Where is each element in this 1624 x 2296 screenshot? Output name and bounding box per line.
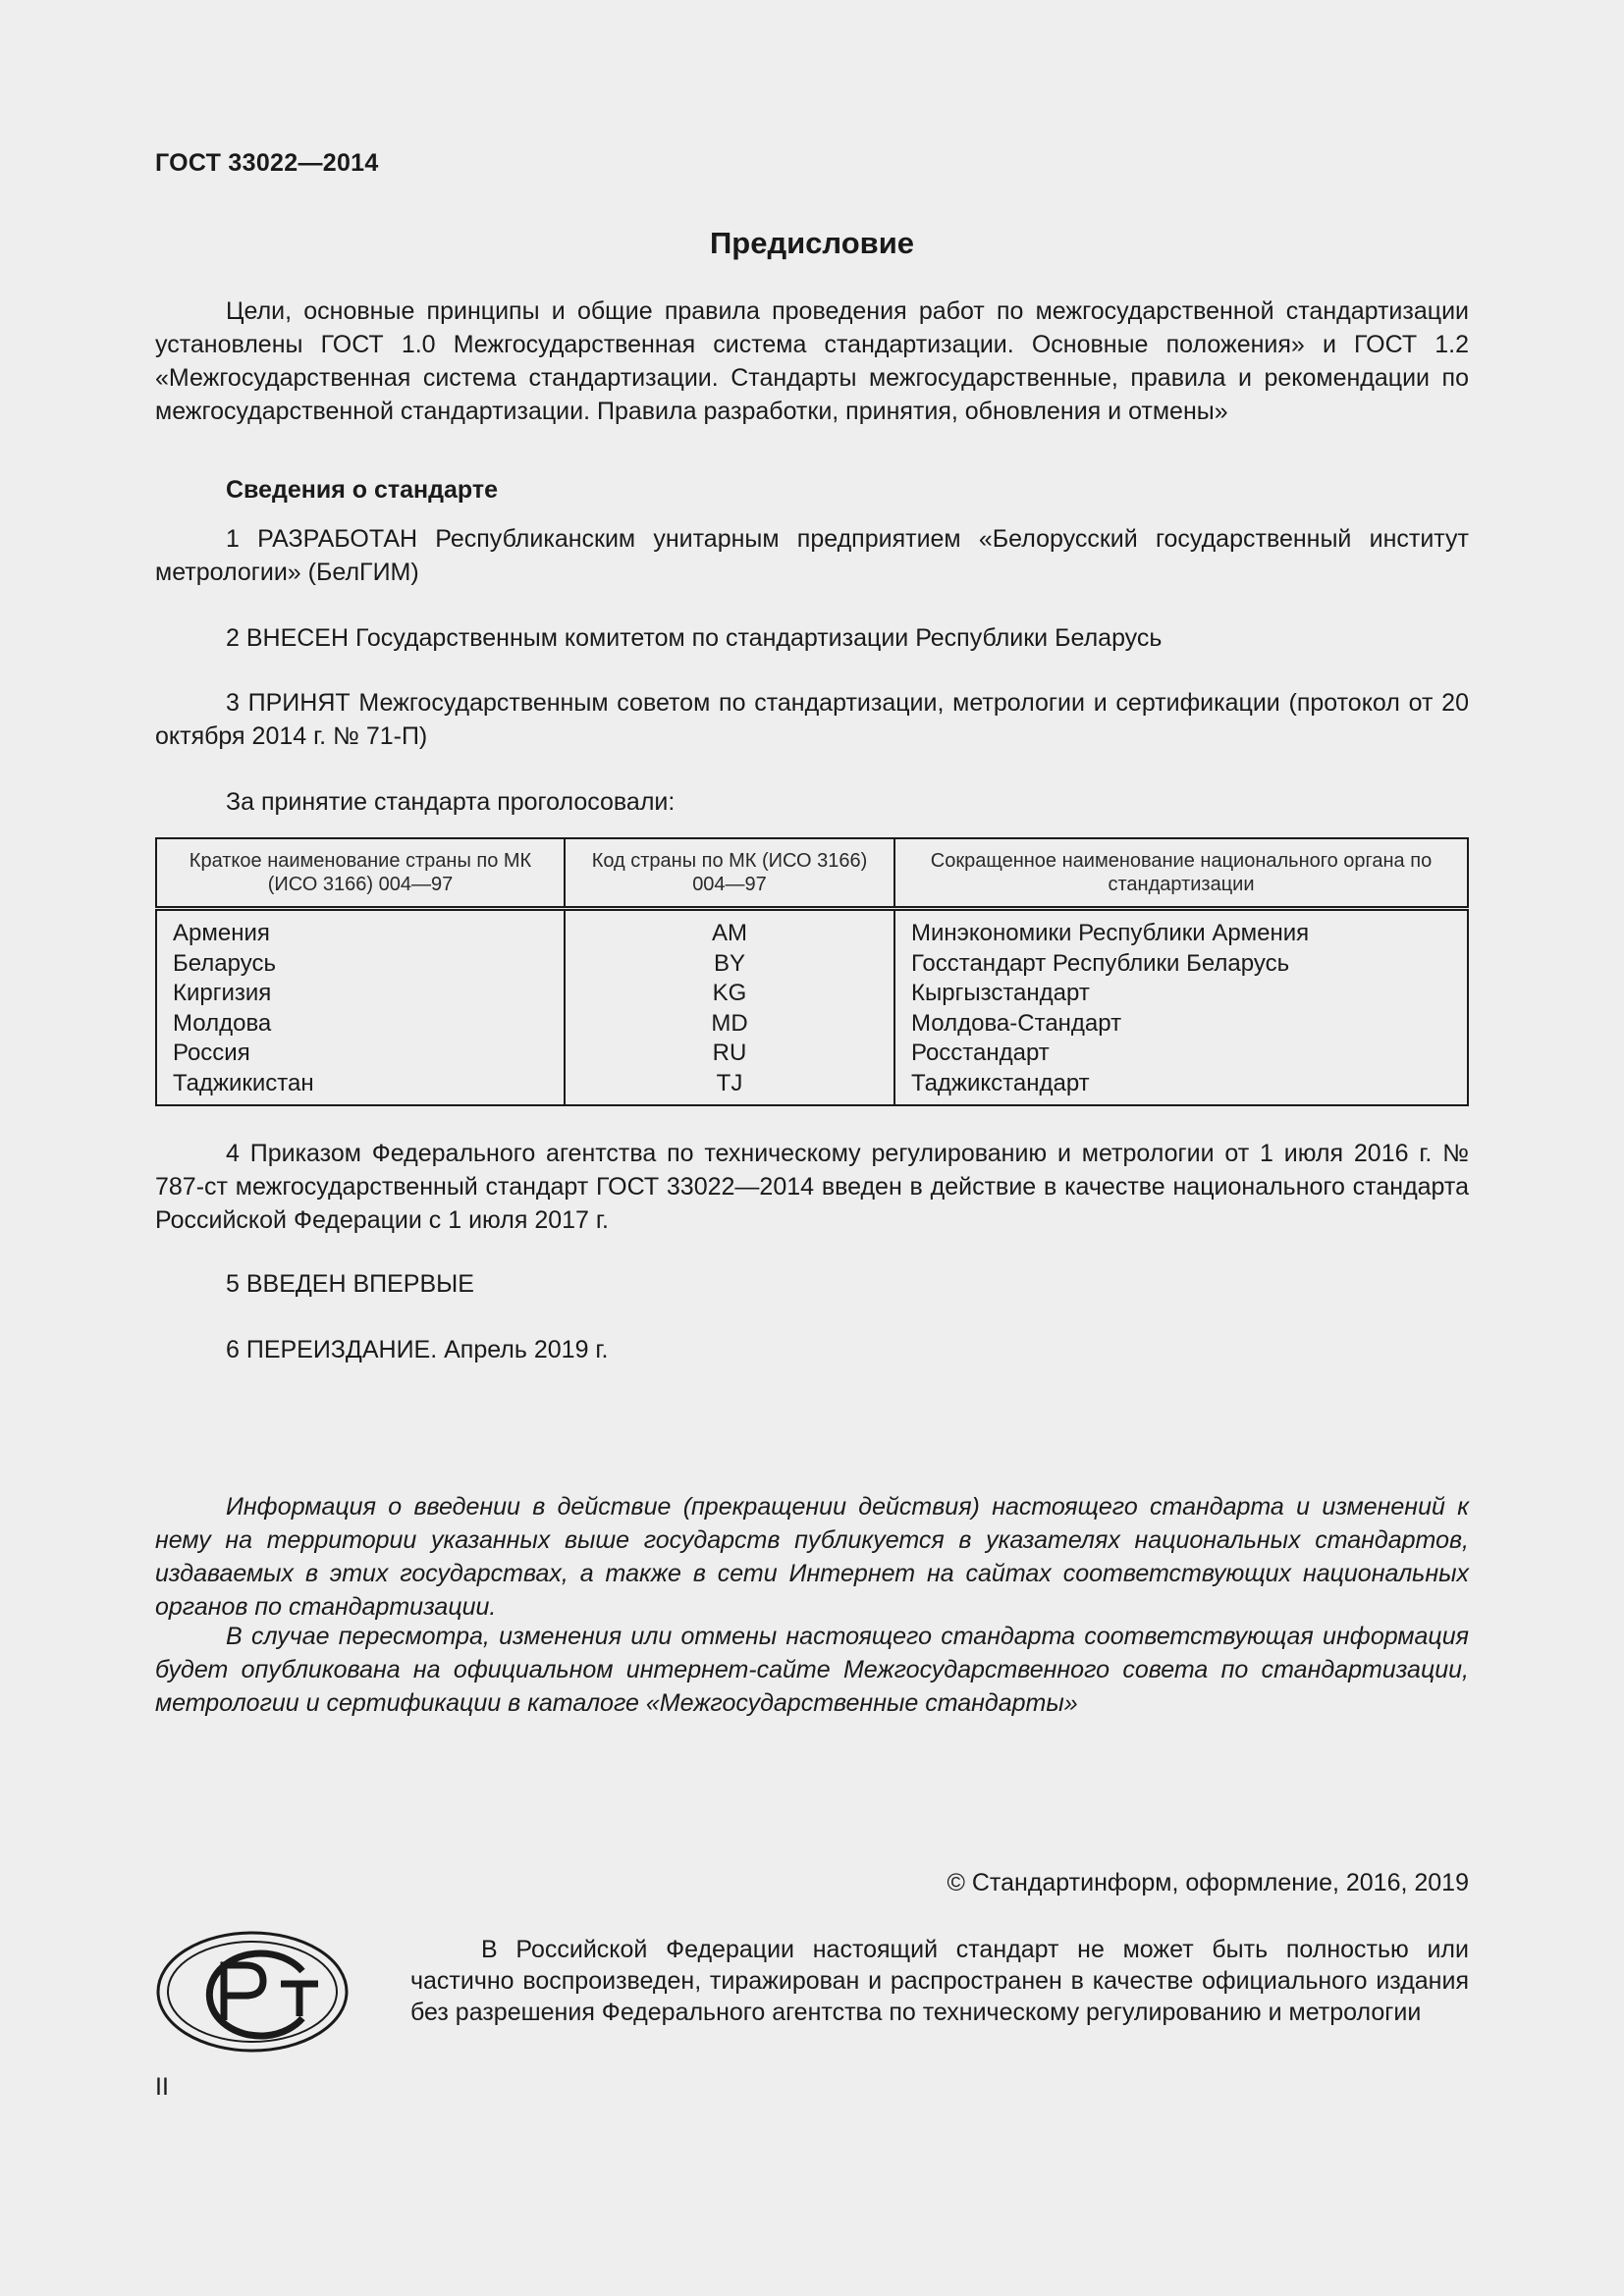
- item-developed-text: 1 РАЗРАБОТАН Республиканским унитарным предприятием «Белорусский государственный институт метрологии» (БелГИМ): [155, 525, 1469, 586]
- table-cell: TJ: [716, 1069, 743, 1096]
- table-cell: KG: [712, 980, 747, 1006]
- item-reissue: 6 ПЕРЕИЗДАНИЕ. Апрель 2019 г.: [226, 1336, 609, 1363]
- item-first: 5 ВВЕДЕН ВПЕРВЫЕ: [226, 1270, 474, 1298]
- table-cell: Таджикстандарт: [911, 1069, 1090, 1096]
- table-header-row: [156, 838, 1468, 909]
- table-cell: Армения: [173, 920, 270, 946]
- table-header-code: Код страны по МК (ИСО 3166) 004—97: [565, 838, 894, 909]
- intro-paragraph: [155, 294, 1469, 428]
- page-number: II: [155, 2073, 169, 2101]
- national-bodies-cell: [894, 909, 1468, 1106]
- table-cell: Таджикистан: [173, 1069, 314, 1096]
- table-cell: Кыргызстандарт: [911, 980, 1090, 1006]
- table-header-body: Сокращенное наименование национального органа по стандартизации: [894, 838, 1468, 909]
- item-developed: [155, 522, 1469, 589]
- table-cell: Россия: [173, 1040, 250, 1066]
- country-codes-cell: [565, 909, 894, 1106]
- table-cell: Госстандарт Республики Беларусь: [911, 949, 1290, 977]
- item-adopted: [155, 686, 1469, 753]
- table-cell: Росстандарт: [911, 1040, 1050, 1066]
- note-revision-text: В случае пересмотра, изменения или отмены настоящего стандарта соответствующая информация будет опубликована на официальном интернет-сайте Межгосударственного совета по стандартизации, метрологии и сертификации в каталоге «Межгосударственные стандарты»: [155, 1623, 1469, 1717]
- table-cell: BY: [713, 949, 745, 977]
- page-title: Предисловие: [709, 226, 914, 260]
- item-order-text: 4 Приказом Федерального агентства по техническому регулированию и метрологии от 1 июля 2016 г. № 787-ст межгосударственный стандарт ГОСТ 33022—2014 введен в действие в качестве национального стандарта Российской Федерации с 1 июля 2017 г.: [155, 1140, 1469, 1234]
- item-adopted-text: 3 ПРИНЯТ Межгосударственным советом по стандартизации, метрологии и сертификации (протокол от 20 октября 2014 г. № 71-П): [155, 689, 1469, 750]
- note-info: [155, 1490, 1469, 1624]
- country-names-cell: [156, 909, 565, 1106]
- copyright: © Стандартинформ, оформление, 2016, 2019: [947, 1869, 1469, 1896]
- voted-label: За принятие стандарта проголосовали:: [226, 788, 676, 816]
- rst-logo-icon: [155, 1930, 350, 2054]
- table-cell: Молдова-Стандарт: [911, 1009, 1122, 1037]
- table-header-country: Краткое наименование страны по МК (ИСО 3166) 004—97: [156, 838, 565, 909]
- table-cell: Киргизия: [173, 980, 272, 1006]
- table-cell: Беларусь: [173, 949, 276, 977]
- item-introduced: 2 ВНЕСЕН Государственным комитетом по стандартизации Республики Беларусь: [226, 624, 1163, 652]
- table-cell: AM: [712, 920, 747, 946]
- info-heading: Сведения о стандарте: [226, 476, 499, 504]
- countries-table: [155, 837, 1469, 1106]
- note-revision: [155, 1620, 1469, 1720]
- table-cell: Минэкономики Республики Армения: [911, 920, 1310, 946]
- table-cell: Молдова: [173, 1009, 272, 1037]
- table-cell: RU: [712, 1040, 747, 1066]
- intro-text: Цели, основные принципы и общие правила проведения работ по межгосударственной стандартизации установлены ГОСТ 1.0 Межгосударственная система стандартизации. Основные положения» и ГОСТ 1.2 «Межгосударственная система стандартизации. Стандарты межгосударственные, правила и рекомендации по межгосударственной стандартизации. Правила разработки, принятия, обновления и отмены»: [155, 297, 1469, 425]
- copyright-notice: [410, 1934, 1469, 2028]
- note-info-text: Информация о введении в действие (прекращении действия) настоящего стандарта и изменений к нему на территории указанных выше государств публикуется в указателях национальных стандартов, издаваемых в этих государствах, а также в сети Интернет на сайтах соответствующих национальных органов по стандартизации.: [155, 1493, 1469, 1621]
- document-code: ГОСТ 33022—2014: [155, 149, 379, 177]
- copyright-notice-text: В Российской Федерации настоящий стандарт не может быть полностью или частично воспроизведен, тиражирован и распространен в качестве официального издания без разрешения Федерального агентства по техническому регулированию и метрологии: [410, 1936, 1469, 2026]
- table-body-row: [156, 909, 1468, 1106]
- table-cell: MD: [711, 1009, 748, 1037]
- item-order: [155, 1137, 1469, 1237]
